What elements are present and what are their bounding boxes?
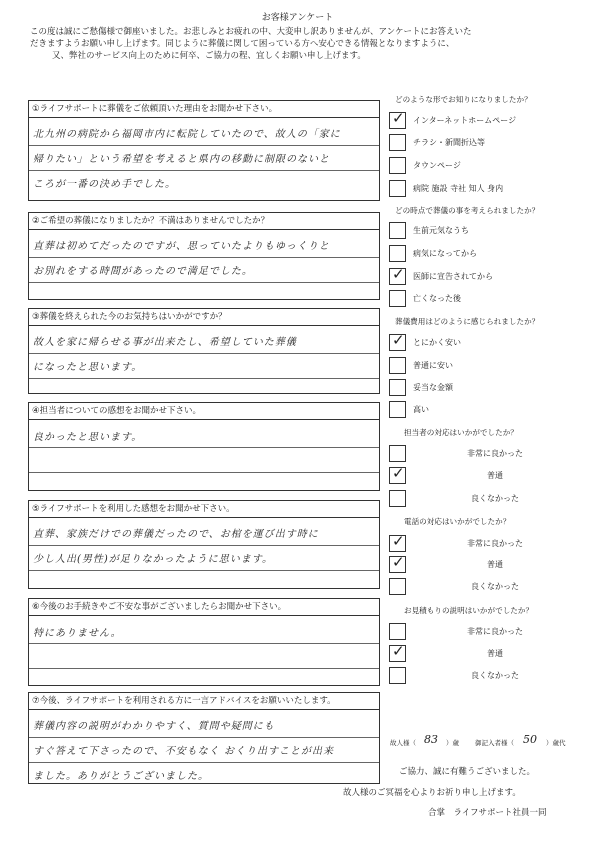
- option-source-townpage: タウンページ: [413, 161, 461, 170]
- intro-line-3: 又、弊社のサービス向上のために何卒、ご協力の程、宜しくお願い申し上げます。: [52, 51, 366, 61]
- question-box-1: [28, 100, 380, 201]
- checkbox-timing-ill[interactable]: [389, 245, 406, 262]
- option-cost-reasonable: 妥当な金額: [413, 383, 453, 392]
- question-box-5: [28, 500, 380, 589]
- checkmark-icon: ✓: [392, 553, 405, 571]
- option-timing-healthy: 生前元気なうち: [413, 226, 469, 235]
- answer-3-line-2: になったと思います。: [33, 362, 143, 373]
- option-timing-doctor: 医師に宣告されてから: [413, 272, 493, 281]
- staff-question-header: 担当者の対応はいかがでしたか？: [404, 428, 518, 437]
- answer-4-line-1: 良かったと思います。: [33, 432, 143, 443]
- question-label-1: ①ライフサポートに葬儀をご依頼頂いた理由をお聞かせ下さい。: [29, 101, 379, 118]
- answer-5-line-2: 少し人出(男性)が足りなかったように思います。: [33, 554, 274, 565]
- checkmark-icon: ✓: [392, 331, 405, 349]
- checkbox-source-flyer[interactable]: [389, 134, 406, 151]
- closing-thanks: ご協力、誠に有難うございました。: [399, 767, 536, 777]
- option-estimate-very-good: 非常に良かった: [467, 627, 523, 636]
- intro-text: [30, 26, 575, 62]
- checkmark-icon: ✓: [392, 265, 405, 283]
- checkbox-cost-cheap[interactable]: [389, 357, 406, 374]
- question-label-3: ③葬儀を終えられた今のお気持ちはいかがですか？: [29, 309, 379, 326]
- checkbox-phone-bad[interactable]: [389, 578, 406, 595]
- option-estimate-bad: 良くなかった: [471, 671, 519, 680]
- estimate-question-header: お見積もりの説明はいかがでしたか？: [404, 606, 534, 615]
- checkbox-staff-very-good[interactable]: [389, 445, 406, 462]
- question-box-6: [28, 598, 380, 686]
- option-phone-normal: 普通: [487, 560, 503, 569]
- option-staff-bad: 良くなかった: [471, 494, 519, 503]
- closing-signature: 合掌 ライフサポート社員一同: [428, 808, 547, 818]
- option-phone-very-good: 非常に良かった: [467, 539, 523, 548]
- answer-6-line-1: 特にありません。: [33, 628, 122, 639]
- checkbox-source-referral[interactable]: [389, 180, 406, 197]
- intro-line-1: この度は誠にご愁傷様で御座いました。お悲しみとお疲れの中、大変申し訳ありませんが、アンケートにお答えいた: [30, 27, 472, 37]
- question-label-2: ②ご希望の葬儀になりましたか？不満はありませんでしたか？: [29, 213, 379, 230]
- checkmark-icon: ✓: [392, 532, 405, 550]
- option-estimate-normal: 普通: [487, 649, 503, 658]
- answer-2-line-1: 直葬は初めてだったのですが、思っていたよりもゆっくりと: [33, 241, 330, 252]
- checkbox-timing-healthy[interactable]: [389, 222, 406, 239]
- answer-7-line-1: 葬儀内容の説明がわかりやすく、質問や疑問にも: [33, 721, 275, 732]
- source-question-header: どのような形でお知りになりましたか？: [395, 95, 532, 104]
- checkbox-cost-expensive[interactable]: [389, 401, 406, 418]
- answer-1-line-2: 帰りたい」という希望を考えると県内の移動に制限のないと: [33, 154, 330, 165]
- question-label-7: ⑦今後、ライフサポートを利用される方に一言アドバイスをお願いいたします。: [29, 693, 379, 710]
- deceased-age-suffix: ）歳: [446, 739, 459, 747]
- checkbox-timing-doctor[interactable]: [389, 265, 406, 285]
- checkbox-cost-reasonable[interactable]: [389, 379, 406, 396]
- answer-2-line-2: お別れをする時間があったので満足でした。: [33, 266, 253, 277]
- option-timing-after: 亡くなった後: [413, 294, 461, 303]
- intro-line-2: だきますようお願い申し上げます。同じように葬儀に関して困っている方へ安心できる情報となりますように、: [30, 39, 455, 49]
- checkmark-icon: ✓: [392, 109, 405, 127]
- answer-1-line-1: 北九州の病院から福岡市内に転院していたので、故人の「家に: [33, 129, 341, 140]
- option-source-flyer: チラシ・新聞折込等: [413, 138, 485, 147]
- deceased-age-value: 83: [424, 733, 438, 746]
- survey-title: お客様アンケート: [261, 13, 334, 23]
- checkbox-phone-very-good[interactable]: [389, 532, 406, 552]
- question-box-7: [28, 692, 380, 784]
- checkbox-staff-bad[interactable]: [389, 490, 406, 507]
- answer-5-line-1: 直葬、家族だけでの葬儀だったので、お棺を運び出す時に: [33, 529, 319, 540]
- closing-prayer: 故人様のご冥福を心よりお祈り申し上げます。: [343, 788, 521, 798]
- checkbox-source-townpage[interactable]: [389, 157, 406, 174]
- answer-3-line-1: 故人を家に帰らせる事が出来たし、希望していた葬儀: [33, 337, 297, 348]
- deceased-age-label: 故人様（: [390, 739, 416, 747]
- checkbox-cost-very-cheap[interactable]: [389, 331, 406, 351]
- answer-1-line-3: ころが一番の決め手でした。: [33, 179, 176, 190]
- checkmark-icon: ✓: [392, 464, 405, 482]
- checkbox-phone-normal[interactable]: [389, 553, 406, 573]
- question-box-3: [28, 308, 380, 394]
- timing-question-header: どの時点で葬儀の事を考えられましたか？: [395, 206, 540, 215]
- option-staff-very-good: 非常に良かった: [467, 449, 523, 458]
- question-box-4: [28, 402, 380, 491]
- cost-question-header: 葬儀費用はどのように感じられましたか？: [395, 317, 540, 326]
- answer-7-line-3: ました。ありがとうございました。: [33, 771, 209, 782]
- option-staff-normal: 普通: [487, 471, 503, 480]
- question-box-2: [28, 212, 380, 300]
- option-cost-cheap: 普通に安い: [413, 361, 453, 370]
- question-label-6: ⑥今後のお手続きやご不安な事がございましたらお聞かせ下さい。: [29, 599, 379, 616]
- checkbox-estimate-bad[interactable]: [389, 667, 406, 684]
- writer-age-value: 50: [523, 733, 537, 746]
- option-phone-bad: 良くなかった: [471, 582, 519, 591]
- option-cost-expensive: 高い: [413, 405, 429, 414]
- checkbox-estimate-normal[interactable]: [389, 642, 406, 662]
- checkbox-staff-normal[interactable]: [389, 464, 406, 484]
- option-timing-ill: 病気になってから: [413, 249, 477, 258]
- option-source-internet: インターネットホームページ: [413, 116, 517, 125]
- question-label-4: ④担当者についての感想をお聞かせ下さい。: [29, 403, 379, 420]
- phone-question-header: 電話の対応はいかがでしたか？: [404, 517, 511, 526]
- checkbox-timing-after[interactable]: [389, 290, 406, 307]
- writer-age-suffix: ）歳代: [546, 739, 566, 747]
- checkbox-estimate-very-good[interactable]: [389, 623, 406, 640]
- writer-age-label: 御記入者様（: [475, 739, 514, 747]
- checkmark-icon: ✓: [392, 642, 405, 660]
- answer-7-line-2: すぐ答えて下さったので、不安もなく おくり出すことが出来: [33, 746, 334, 757]
- option-source-referral: 病院 施設 寺社 知人 身内: [413, 184, 504, 193]
- option-cost-very-cheap: とにかく安い: [413, 338, 461, 347]
- question-label-5: ⑤ライフサポートを利用した感想をお聞かせ下さい。: [29, 501, 379, 518]
- checkbox-source-internet[interactable]: [389, 109, 406, 129]
